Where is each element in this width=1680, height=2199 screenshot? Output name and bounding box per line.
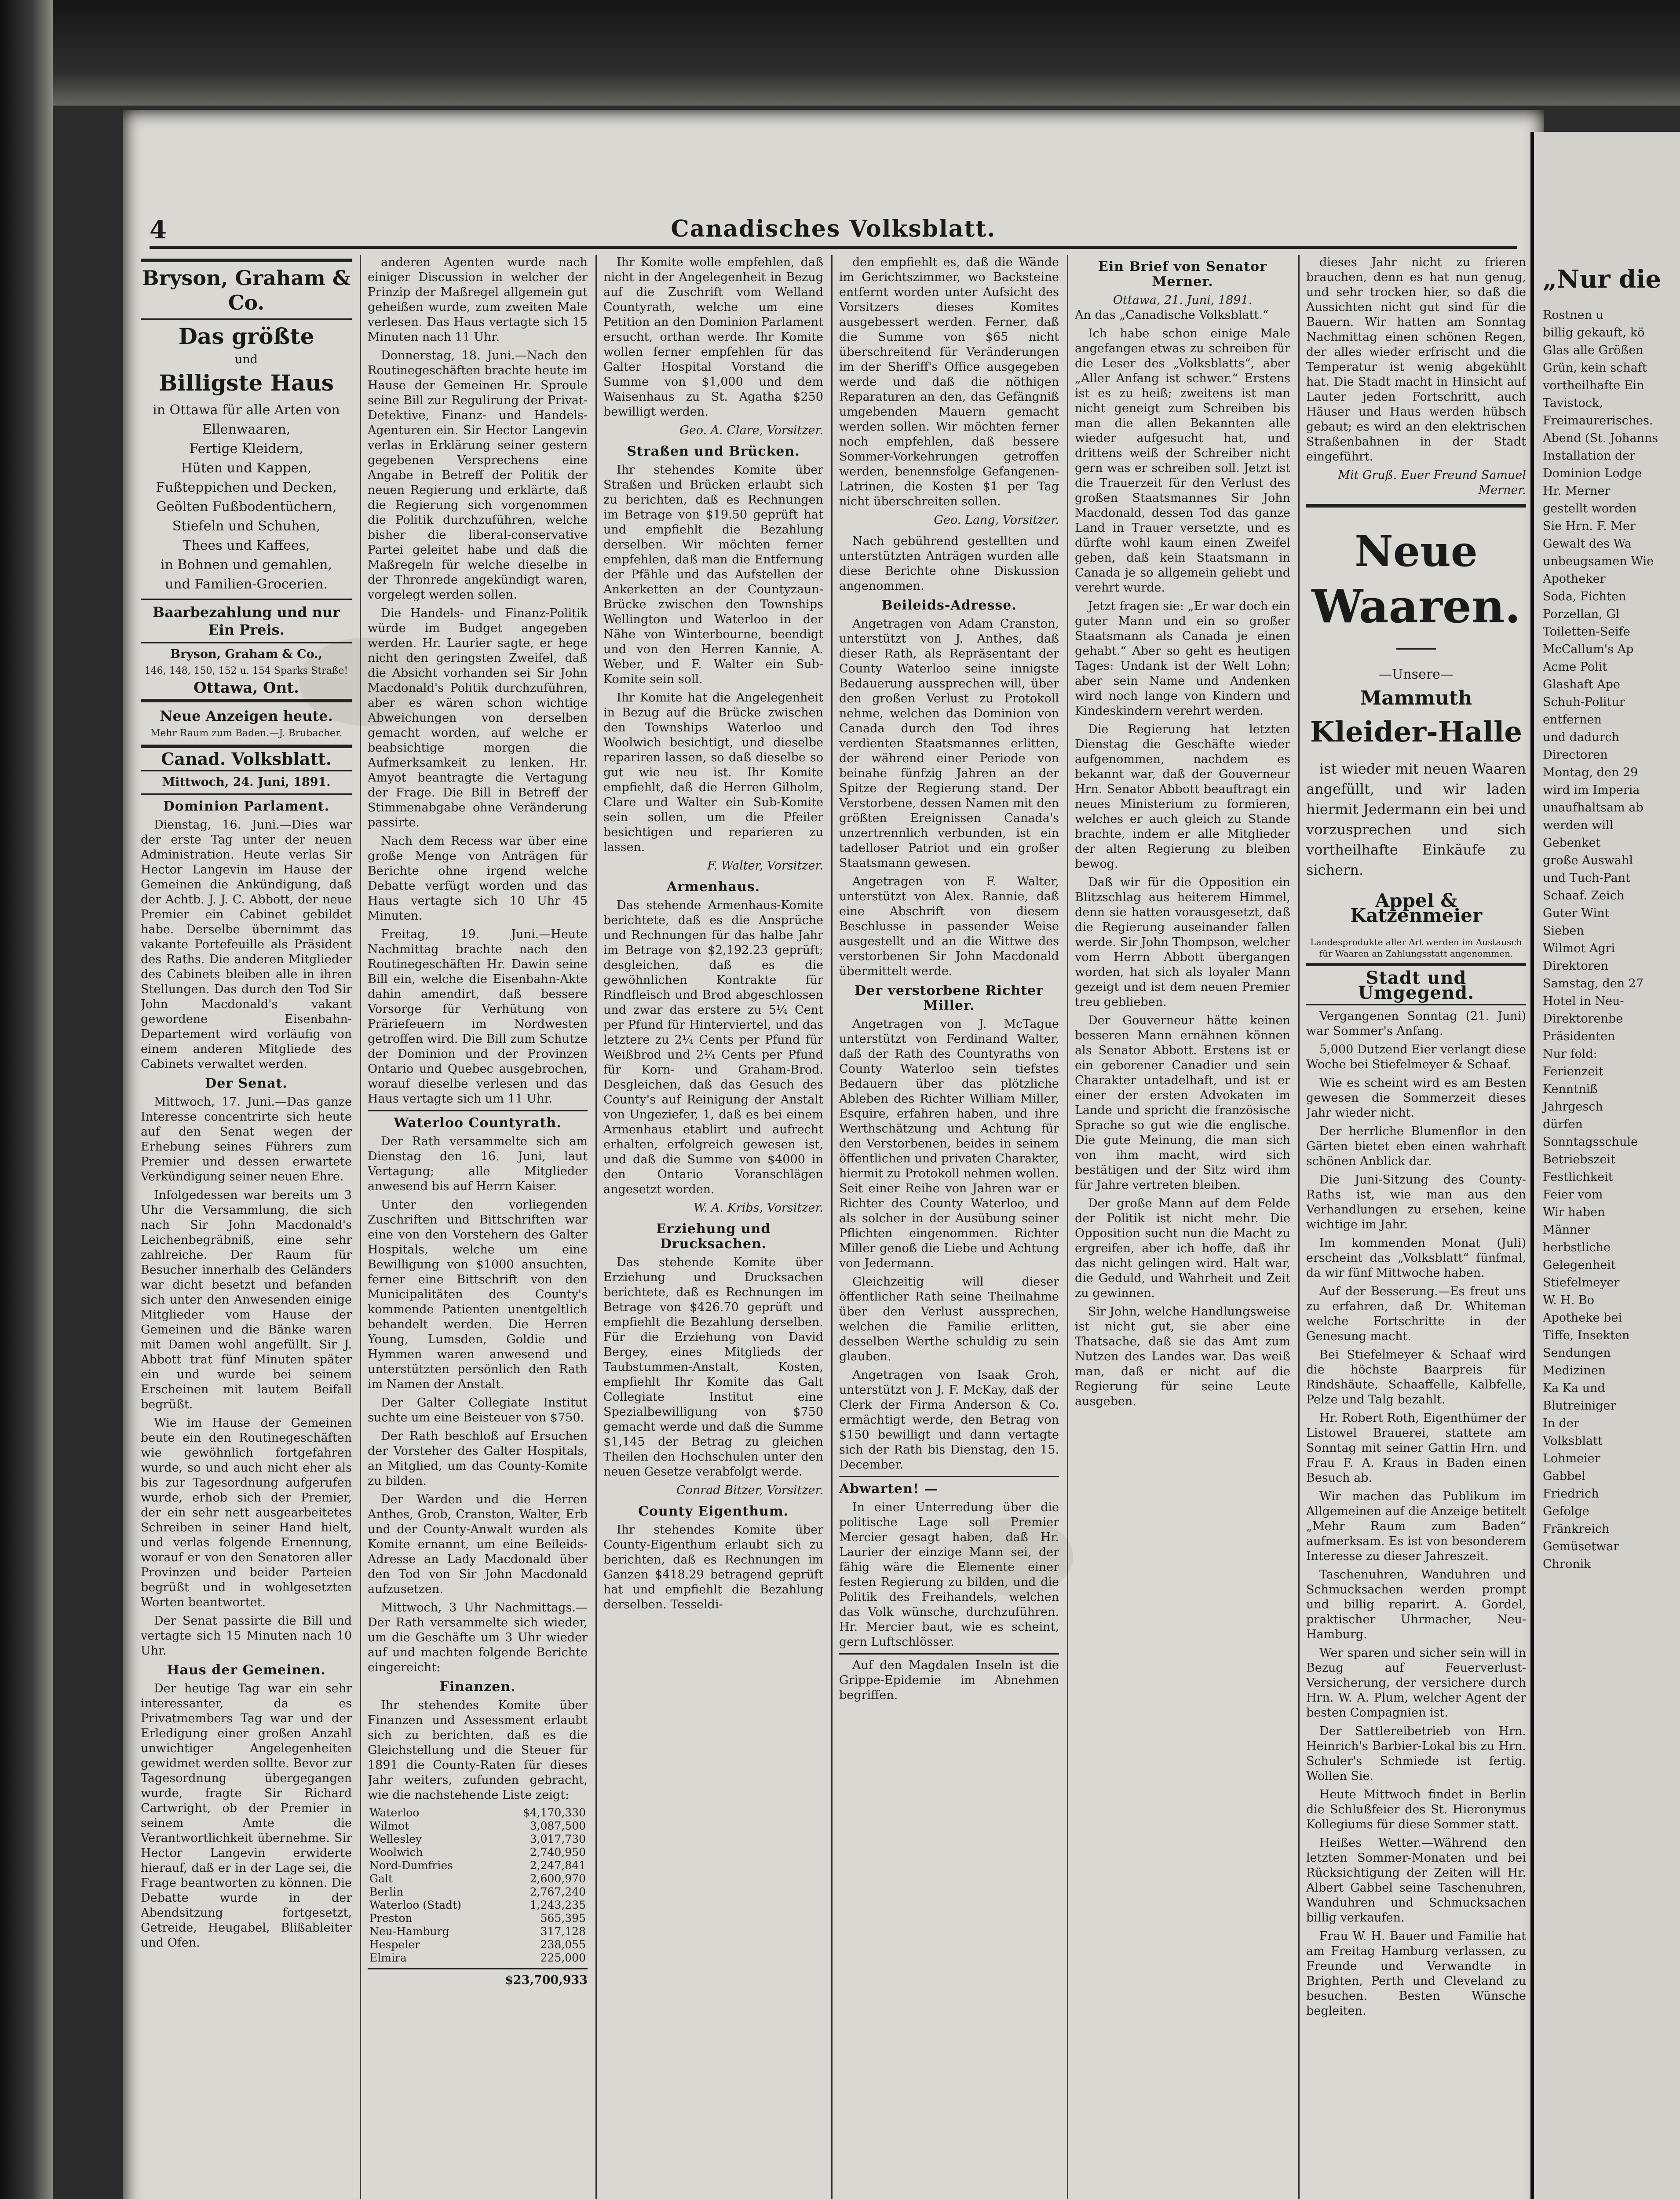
fragment-line: „Nur die [1543, 265, 1662, 294]
fragment-line: Sendungen [1543, 1346, 1611, 1360]
divider [839, 1653, 1059, 1655]
fragment-line: Hr. Merner [1543, 484, 1611, 498]
fragment-line: Directoren [1543, 748, 1608, 762]
newspaper-page [123, 110, 1544, 2199]
fragment-line: Gefolge [1543, 1505, 1589, 1518]
ad-product-line: in Ottawa für alle Arten von [153, 402, 340, 418]
ad-waaren: Waaren. [1311, 579, 1521, 633]
divider [141, 599, 352, 600]
assessment-value: 2,600,970 [530, 1872, 586, 1885]
article-paragraph: Infolgedessen war bereits um 3 Uhr die Versammlung, die sich nach Sir John Macdonald's Leichenbegräbniß, eine sehr zahlreiche. Der Raum für Besucher innerhalb des Geländers war dicht besetzt und befanden sich unter den Anwesenden einige Mitglieder vom Hause der Gemeinen und die Bänke waren mit Damen wohl angefüllt. Sir J. Abbott trat fünf Minuten später ein und wurde bei seinem Erscheinen mit lautem Beifall begrüßt. [141, 1188, 352, 1411]
new-ads-line: Mehr Raum zum Baden.—J. Brubacher. [150, 728, 343, 739]
ad-address: 146, 148, 150, 152 u. 154 Sparks Straße! [144, 665, 348, 676]
table-row [368, 1833, 588, 1846]
assessment-total: $23,700,933 [505, 1973, 588, 1987]
fragment-line: In der [1543, 1417, 1579, 1430]
assessment-value: 565,395 [540, 1912, 586, 1925]
assessment-value: 2,247,841 [530, 1859, 586, 1872]
article-paragraph: Mittwoch, 17. Juni.—Das ganze Interesse concentrirte sich heute auf den Senat wegen der Erhebung seines Führers zum Premier und dessen erwartete Verkündigung seiner neuen Ehre. [141, 1095, 352, 1184]
fragment-line: Sieben [1543, 924, 1584, 938]
fragment-line: Apotheke bei [1543, 1311, 1622, 1325]
ad-payment-note: Baarbezahlung und nur Ein Preis. [153, 604, 340, 638]
municipality-name: Waterloo [369, 1806, 420, 1819]
ad-company-name: Bryson, Graham & Co. [142, 266, 351, 314]
subsection-heading: Haus der Gemeinen. [167, 1662, 326, 1678]
fragment-line: Fränkreich [1543, 1522, 1610, 1536]
assessment-table [368, 1806, 588, 1965]
fragment-line: unbeugsamen Wie [1543, 555, 1654, 568]
fragment-line: Gemüsetwar [1543, 1540, 1619, 1553]
divider [1306, 963, 1526, 966]
article-paragraph: Sir John, welche Handlungsweise ist nicht gut, sie aber eine Thatsache, daß sie das Amt zum Nutzen des Landes war. Das weiß man, daß er nicht auf die Regierung für seine Leute ausgeben. [1075, 1305, 1290, 1408]
article-paragraph: Unter den vorliegenden Zuschriften und Bittschriften war eine von den Vorstehern des Galter Hospitals, welche um eine Bewilligung von $1000 ansuchten, ferner eine Bittschrift von den Municipalitäten des County's kommende Patienten unentgeltlich behandelt werden. Die Herren Young, Lumsden, Goldie und Hymmen waren anwesend und unterstützten persönlich den Rath im Namen der Anstalt. [368, 1198, 588, 1391]
column-rule [831, 255, 833, 2199]
fragment-line: Sie Hrn. F. Mer [1543, 519, 1636, 533]
adjacent-page-text [1543, 264, 1675, 1574]
fragment-line: Tiffe, Insekten [1543, 1329, 1630, 1342]
article-paragraph: Der große Mann auf dem Felde der Politik ist nicht mehr. Die Opposition sucht nun die Macht zu ergreifen, aber ich hoffe, daß ihr das nicht gelingen wird. Halt war, die Geduld, und Wahrheit und Zeit zu gewinnen. [1075, 1197, 1290, 1300]
article-paragraph: Ihr stehendes Komite über Finanzen und Assessment erlaubt sich zu berichten, daß es die Gleichstellung und die Steuer für 1891 die County-Raten für dieses Jahr weiters, zufunden gebracht, wie die nachstehende Liste zeigt: [368, 1699, 588, 1802]
article-paragraph: Ihr stehendes Komite über Straßen und Brücken erlaubt sich zu berichten, daß es Rechnungen im Betrage von $19.50 geprüft hat und empfiehlt die Bezahlung derselben. Wir möchten ferner empfehlen, daß man die Entfernung der Pfähle und das Aufstellen der Ankerketten an der Countyzaun-Brücke zwischen den Townships Wellington und Waterloo in der Nähe von Winterbourne, beendigt und von den Herren Kannie, A. Weber, und F. Walter ein Sub-Komite sein soll. [603, 463, 823, 686]
signature: Geo. Lang, Vorsitzer. [934, 513, 1059, 527]
subsection-heading: Straßen und Brücken. [627, 444, 800, 459]
local-news-item: Bei Stiefelmeyer & Schaaf wird die höchste Baarpreis für Rindshäute, Schaaffelle, Kalbfelle, Pelze und Talg bezahlt. [1306, 1348, 1526, 1406]
fragment-line: Chronik [1543, 1557, 1591, 1571]
local-news-item: Der herrliche Blumenflor in den Gärten bietet eben einen wahrhaft schönen Anblick dar. [1306, 1125, 1526, 1168]
local-news-item: Heißes Wetter.—Während den letzten Sommer-Monaten und bei Rücksichtigung der Zeiten will Hr. Albert Gabbel seine Taschenuhren, Wanduhren und Schmucksachen billig verkaufen. [1306, 1836, 1526, 1925]
fragment-line: Toiletten-Seife [1543, 625, 1630, 639]
fragment-line: gestellt worden [1543, 502, 1637, 515]
divider [141, 318, 352, 320]
subsection-heading: Finanzen. [439, 1679, 516, 1695]
fragment-line: Guter Wint [1543, 906, 1610, 920]
ad-text: ist wieder mit neuen Waaren angefüllt, und wir laden hiermit Jedermann ein bei und vorzusprechen und sich vortheilhafte Einkäufe zu sichern. [1306, 760, 1526, 878]
article-paragraph: Dienstag, 16. Juni.—Dies war der erste Tag unter der neuen Administration. Heute verlas Sir Hector Langevin im Hause der Gemeinen die Ankündigung, daß der Achtb. J. J. C. Abbott, der neue Premier ein Cabinet gebildet habe. Derselbe übernimmt das vakante Portefeuille als Präsident des Raths. Die anderen Mitglieder des Cabinets bleiben alle in ihren Stellungen. Das durch den Tod Sir John Macdonald's vakant gewordene Eisenbahn-Departement wird vorläufig von einem anderen Mitgliede des Cabinets verwaltet werden. [141, 818, 352, 1071]
local-news-item: 5,000 Dutzend Eier verlangt diese Woche bei Stiefelmeyer & Schaaf. [1306, 1043, 1526, 1071]
article-paragraph: Das stehende Armenhaus-Komite berichtete, daß es die Ansprüche und Rechnungen für das halbe Jahr im Betrage von $2,192.23 geprüft; desgleichen, daß es die gewöhnlichen Kontrakte für Rindfleisch und Brod abgeschlossen und zwar das erstere zu 5¼ Cent per Pfund für Hinterviertel, und das letztere zu 2¼ Cents per Pfund für Weißbrod und 2¼ Cents per Pfund für Korn- und Graham-Brod. Desgleichen, daß das Gesuch des County's auf Reinigung der Anstalt von Ungeziefer, 1, daß es bei einem Armenhaus etablirt und aufrecht erhalten, erfolgreich gewesen ist, und daß die Summe von $4000 in den Ontario Voranschlägen angesetzt worden. [603, 899, 823, 1196]
fragment-line: Hotel in Neu- [1543, 994, 1624, 1008]
subsection-heading: Der Senat. [205, 1076, 288, 1091]
assessment-value: 238,055 [540, 1938, 586, 1951]
municipality-name: Elmira [369, 1951, 407, 1964]
column-6 [1306, 255, 1526, 2199]
article-paragraph: Angetragen von Isaak Groh, unterstützt von J. F. McKay, daß der Clerk der Firma Anderson & Co. ermächtigt werde, den Betrag von $150 bewilligt und dann vertagte sich der Rath bis Dienstag, den 15. December. [839, 1368, 1059, 1472]
municipality-name: Preston [369, 1912, 413, 1925]
municipality-name: Hespeler [369, 1938, 420, 1951]
local-news-item: Im kommenden Monat (Juli) erscheint das „Volksblatt“ fünfmal, da wir fünf Mittwoche haben. [1306, 1236, 1526, 1280]
page-header [150, 216, 1517, 249]
fragment-line: Glas alle Größen [1543, 343, 1643, 357]
table-row [368, 1899, 588, 1912]
local-news-item: Frau W. H. Bauer und Familie hat am Freitag Hamburg verlassen, zu Freunde und Verwandte in Brighten, Perth und Cleveland zu besuchen. Besten Wünsche begleiten. [1306, 1929, 1526, 2018]
table-row [368, 1806, 588, 1819]
fragment-line: dürfen [1543, 1118, 1583, 1131]
article-paragraph: Gleichzeitig will dieser öffentlicher Rath seine Theilnahme über den Verlust aussprechen, welchen die Familie erlitten, desselben Werthe schuldig zu sein glauben. [839, 1275, 1059, 1363]
fragment-line: und dadurch [1543, 731, 1620, 744]
article-paragraph: Daß wir für die Opposition ein Blitzschlag aus heiterem Himmel, denn sie hatten vorausgesetzt, daß die Regierung auseinander fallen werde. Sir John Thompson, welcher vom Herrn Abbott übergangen worden, hat sich als loyaler Mann gezeigt und ist dem neuen Premier treu geblieben. [1075, 876, 1290, 1009]
assessment-value: 2,740,950 [530, 1846, 586, 1859]
fragment-line: Direktoren [1543, 959, 1608, 973]
newspaper-title: Canad. Volksblatt. [161, 749, 332, 769]
article-paragraph: anderen Agenten wurde nach einiger Discussion in welcher der Prinzip der Maßregel allgemein gut geheißen wurde, zum zweiten Male verlesen. Das Haus vertagte sich 15 Minuten nach 11 Uhr. [368, 256, 588, 344]
article-paragraph: Angetragen von Adam Cranston, unterstützt von J. Anthes, daß dieser Rath, als Repräsentant der County Waterloo seine innigste Bedauerung aussprechen will, über den großen Verlust zu Protokoll nehme, welchen das Dominion von Canada durch den Tod ihres verdienten Staatsmannes erlitten, der während einer Periode von beinahe fünfzig Jahren an der Spitze der Regierung stand. Der Verstorbene, dessen Namen mit den größten Ereignissen Canada's unzertrennlich verbunden, ist ein tadelloser Patriot und ein großer Staatsmann gewesen. [839, 617, 1059, 870]
fragment-line: Soda, Fichten [1543, 590, 1626, 603]
ad-product-line: und Familien-Grocerien. [165, 577, 328, 592]
article-paragraph: Das stehende Komite über Erziehung und Drucksachen berichtete, daß es Rechnungen im Betrage von $426.70 geprüft und empfiehlt die Bezahlung derselben. Für die Erziehung von David Bergey, eines Mitglieds der Taubstummen-Anstalt, Kosten, empfiehlt Ihr Komite das Galt Collegiate Institut eine Spezialbewilligung von $750 gemacht werde und daß die Summe $1,145 der Betrag zu gleichen Theilen den Hochschulen unter den neuen Gesetze verabfolgt werde. [603, 1256, 823, 1479]
fragment-line: Ka Ka und [1543, 1381, 1605, 1395]
divider [1306, 504, 1526, 508]
issue-date: Mittwoch, 24. Juni, 1891. [162, 775, 331, 789]
assessment-value: 225,000 [540, 1951, 586, 1964]
fragment-line: Stiefelmeyer [1543, 1276, 1620, 1289]
local-news-item: Der Sattlereibetrieb von Hrn. Heinrich's Barbier-Lokal bis zu Hrn. Schuler's Schmiede ist fertig. Wollen Sie. [1306, 1724, 1526, 1783]
local-news-item: Auf der Besserung.—Es freut uns zu erfahren, daß Dr. Whiteman welche Fortschritte in der Genesung macht. [1306, 1285, 1526, 1343]
signature: Geo. A. Clare, Vorsitzer. [679, 424, 823, 437]
fragment-line: Rostnen u [1543, 308, 1604, 322]
article-paragraph: Ich habe schon einige Male angefangen etwas zu schreiben für die Leser des „Volksblatts“, aber „Aller Anfang ist schwer.“ Erstens ist es zu heiß; zweitens ist man nicht geneigt zum Schreiben bis man die allen Bekannten alle wieder aufgesucht hat, und drittens weiß der Schreiber nicht gern was er schreiben soll. Jetzt ist die Trauerzeit für den Verlust des großen Staatsmannes Sir John Macdonald, dessen Tod das ganze Land in Trauer versetzte, und es dürfte wohl kaum einen Zweifel geben, daß kein Staatsmann in Canada je so allgemein geliebt und verehrt wurde. [1075, 327, 1290, 595]
signature: Conrad Bitzer, Vorsitzer. [676, 1483, 823, 1497]
table-row [368, 1859, 588, 1872]
fragment-line: Abend (St. Johanns [1543, 431, 1658, 445]
article-paragraph: den empfiehlt es, daß die Wände im Gerichtszimmer, wo Backsteine entfernt worden unter Aufsicht des Vorsitzers dieses Komites ausgebessert werden. Ferner, daß die Summe von $65 nicht überschreitend für Veränderungen im der Sheriff's Office ausgegeben werde und daß die nöthigen Reparaturen an den, das Gefängniß umgebenden Mauern gemacht werden sollen. Wir möchten ferner noch empfehlen, daß bessere Sommer-Vorkehrungen getroffen werden, benennsfolge Gefangenen-Latrinen, die Kosten $1 per Tag nicht überschreiten sollen. [839, 256, 1059, 508]
ad-city: Ottawa, Ont. [194, 679, 299, 697]
ad-border-bottom [141, 699, 352, 702]
local-news-item: Wir machen das Publikum im Allgemeinen auf die Anzeige betitelt „Mehr Raum zum Baden“ aufmerksam. Es ist von besonderem Interesse zu dieser Jahreszeit. [1306, 1490, 1526, 1563]
ad-firm: Bryson, Graham & Co., [170, 647, 322, 661]
local-news-list [1306, 1009, 1526, 2019]
fragment-line: Freimaurerisches. [1543, 414, 1653, 427]
ad-border-top [141, 259, 352, 262]
scan-border-top [0, 0, 1680, 106]
ad-neue: Neue [1355, 526, 1478, 576]
local-news-item: Taschenuhren, Wanduhren und Schmucksachen werden prompt und billig reparirt. A. Gordel, praktischer Uhrmacher, Neu-Hamburg. [1306, 1568, 1526, 1641]
fragment-line: Schaaf. Zeich [1543, 889, 1625, 902]
fragment-line: Präsidenten [1543, 1030, 1615, 1043]
letter-greeting: An das „Canadische Volksblatt.“ [1075, 308, 1269, 322]
signature: F. Walter, Vorsitzer. [707, 859, 823, 873]
fragment-line: Nur fold: [1543, 1047, 1597, 1061]
ad-product-line: Stiefeln und Schuhen, [172, 519, 321, 534]
fragment-line: Festlichkeit [1543, 1170, 1613, 1184]
article-paragraph: Der Galter Collegiate Institut suchte um eine Beisteuer von $750. [368, 1396, 588, 1425]
assessment-value: $4,170,330 [522, 1806, 586, 1819]
signature: W. A. Kribs, Vorsitzer. [693, 1201, 823, 1215]
local-news-item: Die Juni-Sitzung des County-Raths ist, wie man aus den Verhandlungen zu ersehen, keine wichtige im Jahr. [1306, 1173, 1526, 1231]
ad-firm: Appel & Katzenmeier [1350, 890, 1483, 926]
fragment-line: und Tuch-Pant [1543, 871, 1630, 885]
ad-product-list [141, 401, 352, 594]
table-row [368, 1938, 588, 1951]
table-row [368, 1819, 588, 1833]
article-paragraph: dieses Jahr nicht zu frieren brauchen, denn es hat nun genug, und sehr trocken hier, so daß die Aussichten nicht gut sind für die Bauern. Wir hatten am Sonntag Nachmittag einen schönen Regen, der alles wieder erfrischt und die Temperatur ist wenig abgekühlt hat. Die Stadt macht in Hinsicht auf Lauter jeden Fortschritt, auch Häuser und Haus werden hübsch gebaut; es wird an den elektrischen Straßenbahnen in der Stadt eingeführt. [1306, 256, 1526, 464]
section-heading: Stadt und Umgegend. [1358, 968, 1475, 1003]
page-number: 4 [150, 216, 167, 245]
column-2 [368, 255, 588, 2199]
fragment-line: Tavistock, [1543, 396, 1603, 410]
fragment-line: W. H. Bo [1543, 1293, 1595, 1307]
article-paragraph: Angetragen von F. Walter, unterstützt von Alex. Rannie, daß eine Abschrift von diesem Beschlusse in passender Weise ausgestellt und an die Wittwe des verstorbenen Sir John Macdonald übermittelt werde. [839, 875, 1059, 978]
article-paragraph: Nach gebührend gestellten und unterstützten Anträgen wurden alle diese Berichte ohne Diskussion angenommen. [839, 534, 1059, 593]
ad-product-line: Geölten Fußbodentüchern, [156, 499, 337, 515]
adjacent-page-fragment [1530, 132, 1680, 2199]
fragment-line: Acme Polit [1543, 660, 1607, 674]
ad-product-line: in Bohnen und gemahlen, [160, 557, 332, 573]
fragment-line: Wir haben [1543, 1205, 1605, 1219]
divider [839, 1476, 1059, 1477]
column-3 [603, 255, 823, 2199]
article-paragraph: Der Gouverneur hätte keinen besseren Mann ernähnen können als Senator Abbott. Erstens ist er ein geborener Canadier und sein Charakter untadelhaft, und ist er einer der ersten Advokaten im Lande und spricht die französische Sprache so gut wie die englische. Die gute Meinung, die man sich von ihm macht, wird sich bestätigen und der Sitz wird ihm für Jahre vertreten bleiben. [1075, 1014, 1290, 1192]
divider [141, 793, 352, 795]
municipality-name: Wilmot [369, 1819, 409, 1832]
scan-border-left [0, 0, 53, 2199]
divider [368, 1110, 588, 1111]
subsection-heading: Armenhaus. [666, 879, 760, 895]
fragment-line: Männer [1543, 1223, 1590, 1237]
ad-kleider-halle: Kleider-Halle [1310, 716, 1522, 749]
article-paragraph: Angetragen von J. McTague unterstützt von Ferdinand Walter, daß der Rath des Countyraths von County Waterloo sein tiefstes Bedauern über das plötzliche Ableben des Richter William Miller, Esquire, erfahren haben, und ihre Werthschätzung und Achtung für den Verstorbenen, beides in seinem öffentlichen und privaten Charakter, hiermit zu Protokoll nehmen wollen. Seit einer Reihe von Jahren war er Richter des County Waterloo, und als solcher in der Ausübung seiner Pflichten eingenommen. Richter Miller genoß die Liebe und Achtung von Jedermann. [839, 1017, 1059, 1270]
paper-title: Canadisches Volksblatt. [671, 216, 996, 242]
local-news-item: Heute Mittwoch findet in Berlin die Schlußfeier des St. Hieronymus Kollegiums für diese Sommer statt. [1306, 1788, 1526, 1831]
fragment-line: Jahrgesch [1543, 1100, 1603, 1114]
fragment-line: Ferienzeit [1543, 1065, 1603, 1078]
column-5 [1075, 255, 1290, 2199]
fragment-line: Volksblatt [1543, 1434, 1603, 1448]
municipality-name: Neu-Hamburg [369, 1925, 449, 1938]
divider [368, 1968, 588, 1969]
ad-product-line: Ellenwaaren, [202, 422, 291, 437]
fragment-line: Glashaft Ape [1543, 678, 1620, 691]
article-paragraph: In einer Unterredung über die politische Lage soll Premier Mercier gesagt haben, daß Hr. Laurier der einzige Mann sei, der fähig wäre die Elemente einer festen Regierung zu bilden, und die Politik des Freihandels, welchen das Volk wünsche, durchzuführen. Hr. Mercier baut, wie es scheint, gern Luftschlösser. [839, 1501, 1059, 1649]
assessment-value: 3,017,730 [530, 1833, 586, 1845]
assessment-value: 1,243,235 [530, 1899, 586, 1911]
ad-product-line: Thees und Kaffees, [183, 538, 310, 553]
column-rule [360, 255, 361, 2199]
article-paragraph: Der Rath versammelte sich am Dienstag den 16. Juni, laut Vertagung; alle Mitglieder anwesend bis auf Herrn Kaiser. [368, 1135, 588, 1193]
column-4 [839, 255, 1059, 2199]
fragment-line: unaufhaltsam ab [1543, 801, 1643, 815]
columns-area [141, 255, 1530, 2199]
table-row [368, 1885, 588, 1899]
ad-mammuth: Mammuth [1360, 687, 1472, 709]
fragment-line: Schuh-Politur [1543, 695, 1625, 709]
fragment-line: Friedrich [1543, 1487, 1599, 1501]
subsection-heading: Beileids-Adresse. [881, 598, 1017, 613]
ad-headline-1: Das größte [178, 323, 314, 349]
ornament-rule [1396, 648, 1436, 650]
table-row [368, 1951, 588, 1965]
article-paragraph: Freitag, 19. Juni.—Heute Nachmittag brachte nach den Routinegeschäften Hr. Dawin seine Bill ein, welche die Eisenbahn-Akte dahin amendirt, daß bessere Vorsorge für Verhütung von Präriefeuern im Nordwesten getroffen wird. Die Bill zum Schutze der Dominion und der Provinzen Ontario und Quebec ausgebrochen, worauf dieselbe verlesen und das Haus vertagte sich um 11 Uhr. [368, 928, 588, 1106]
fragment-line: Montag, den 29 [1543, 766, 1638, 779]
table-row [368, 1846, 588, 1859]
divider [141, 642, 352, 643]
fragment-line: Grün, kein schaft [1543, 361, 1647, 375]
column-rule [595, 255, 597, 2199]
fragment-line: Feier vom [1543, 1188, 1603, 1202]
article-paragraph: Donnerstag, 18. Juni.—Nach den Routinegeschäften brachte heute im Hause der Gemeinen Hr. Sproule seine Bill zur Regulirung der Privat-Detektive, Finanz- und Handels-Agenturen ein. Sir Hector Langevin verlas in Erklärung seiner gestern gegebenen Versprechens eine Angabe in Betreff der Politik der neuen Regierung und erklärte, daß die Regierung sich vorgenommen die Politik durchzuführen, welche bisher die liberal-conservative Partei geleitet habe und daß die Maßregeln für welche dieselbe in der Thronrede angekündigt waren, vorgelegt werden sollen. [368, 349, 588, 602]
article-paragraph: Die Handels- und Finanz-Politik würde im Budget angegeben werden. Hr. Laurier sagte, er hege nicht den geringsten Zweifel, daß die Absicht vorhanden sei Sir John Macdonald's Politik durchzuführen, aber es wären schon wichtige Abweichungen von derselben gemacht worden, auf welche er beabsichtige morgen die Aufmerksamkeit zu lenken. Hr. Amyot beantragte die Vertagung der Frage. Die Bill in Betreff der Stimmenabgabe ohne Veränderung passirte. [368, 606, 588, 829]
fragment-line: Medizinen [1543, 1364, 1606, 1377]
fragment-line: Installation der [1543, 449, 1636, 463]
article-paragraph: Ihr Komite hat die Angelegenheit in Bezug auf die Brücke zwischen den Townships Waterloo und Woolwich besichtigt, und dieselbe repariren lassen, so daß dieselbe so gut wie neu ist. Ihr Komite empfiehlt, daß die Herren Gilholm, Clare und Walter ein Sub-Komite sein sollen, um die Pfeiler besichtigen und reparieren zu lassen. [603, 691, 823, 854]
article-paragraph: Jetzt fragen sie: „Er war doch ein guter Mann und ein so großer Staatsmann als Canada je einen gehabt.“ Aber so geht es heutigen Tages: Undank ist der Welt Lohn; aber sein Name und Andenken wird noch lange von Kindern und Kindeskindern verehrt werden. [1075, 599, 1290, 718]
fragment-line: Sonntagsschule [1543, 1135, 1638, 1149]
article-paragraph: Ihr Komite wolle empfehlen, daß nicht in der Angelegenheit in Bezug auf die Zuschrift vom Welland Countyrath, welche um eine Petition an den Dominion Parlament ersucht, orthan werde. Ihr Komite wollen ferner empfehlen für das Galter Hospital Vorstand die Summe von $1,000 und dem Waisenhaus zu St. Agatha $250 bewilligt werden. [603, 256, 823, 419]
fragment-line: Gelegenheit [1543, 1258, 1616, 1272]
municipality-name: Berlin [369, 1885, 404, 1898]
ad-product-line: Fußteppichen und Decken, [156, 480, 337, 495]
assessment-value: 317,128 [540, 1925, 586, 1938]
table-row [368, 1872, 588, 1885]
local-news-item: Hr. Robert Roth, Eigenthümer der Listowel Brauerei, stattete am Sonntag mit seiner Gattin Hrn. und Frau F. A. Kraus in Baden einen Besuch ab. [1306, 1411, 1526, 1485]
section-heading: Ein Brief von Senator Merner. [1098, 259, 1267, 289]
fragment-line: Porzellan, Gl [1543, 607, 1620, 621]
fragment-line: Wilmot Agri [1543, 942, 1615, 955]
ad-product-line: Hüten und Kappen, [181, 460, 312, 476]
ad-small-print: Landesprodukte aller Art werden im Austausch für Waaren an Zahlungsstatt angenommen. [1310, 937, 1522, 959]
article-paragraph: Wie im Hause der Gemeinen beute ein den Routinegeschäften wie gewöhnlich fortgefahren wurde, so und auch nicht eher als bis zur Tagesordnung aufgerufen wurde, erhob sich der Premier, der ein sehr nett ausgearbeitetes Schreiben in seiner Hand hielt, und verlas folgende Ernennung, worauf er von den Senatoren aller Provinzen und beider Parteien begrüßt und in wohlgesetzten Worten beantwortet. [141, 1416, 352, 1609]
divider [1306, 1004, 1526, 1005]
subsection-heading: Der verstorbene Richter Miller. [855, 983, 1044, 1013]
fragment-line: Dominion Lodge [1543, 467, 1642, 480]
fragment-line: Lohmeier [1543, 1452, 1600, 1465]
municipality-name: Nord-Dumfries [369, 1859, 453, 1872]
divider [141, 770, 352, 771]
fragment-line: Blutreiniger [1543, 1399, 1616, 1413]
signature: Mit Gruß. Euer Freund Samuel Merner. [1338, 468, 1526, 497]
dateline: Ottawa, 21. Juni, 1891. [1113, 293, 1253, 307]
fragment-line: billig gekauft, kö [1543, 326, 1645, 340]
article-paragraph: Der heutige Tag war ein sehr interessanter, da es Privatmembers Tag war und der Erledigung einer großen Anzahl unwichtiger Angelegenheiten gewidmet werden sollte. Bevor zur Tagesordnung übergegangen wurde, fragte Sir Richard Cartwright, ob der Premier in seinem Amte die Verantwortlichkeit übernehme. Sir Hector Langevin erwiderte hierauf, daß er in der Lage sei, die Frage beantworten zu können. Die Debatte wurde in der Abendsitzung fortgesetzt, Getreide, Heugabel, Blißableiter und Ofen. [141, 1682, 352, 1950]
article-paragraph: Der Warden und die Herren Anthes, Grob, Cranston, Walter, Erb und der County-Anwalt wurden als Komite ernannt, um eine Beileids-Adresse an Lady Macdonald über den Tod von Sir John Macdonald aufzusetzen. [368, 1493, 588, 1596]
assessment-value: 2,767,240 [530, 1885, 586, 1898]
fragment-line: McCallum's Ap [1543, 643, 1634, 656]
municipality-name: Galt [369, 1872, 393, 1885]
ad-headline-2: Billigste Haus [159, 370, 334, 396]
section-heading: Waterloo Countyrath. [394, 1115, 562, 1131]
ad-und: und [234, 353, 258, 366]
fragment-line: Gewalt des Wa [1543, 537, 1632, 551]
table-row [368, 1925, 588, 1938]
fragment-line: werden will [1543, 818, 1614, 832]
column-rule [1067, 255, 1068, 2199]
fragment-line: Samstag, den 27 [1543, 977, 1644, 990]
fragment-line: Betriebszeit [1543, 1153, 1616, 1166]
ad-unsere: —Unsere— [1379, 667, 1454, 682]
section-heading: Dominion Parlament. [163, 799, 330, 814]
fragment-line: wird im Imperia [1543, 783, 1640, 797]
subsection-heading: County Eigenthum. [638, 1504, 789, 1519]
local-news-item: Wie es scheint wird es am Besten gewesen die Sommerzeit dieses Jahr wieder nicht. [1306, 1076, 1526, 1120]
article-paragraph: Die Regierung hat letzten Dienstag die Geschäfte wieder aufgenommen, nachdem es bekannt war, daß der Gouverneur Hrn. Senator Abbott beauftragt ein neues Ministerium zu formieren, welches er auch gleich zu Stande brachte, indem er alle Mitglieder der alten Regierung zu bleiben bewog. [1075, 723, 1290, 871]
fragment-line: Kenntniß [1543, 1082, 1598, 1096]
article-paragraph: Auf den Magdalen Inseln ist die Grippe-Epidemie im Abnehmen begriffen. [839, 1658, 1059, 1702]
article-paragraph: Nach dem Recess war über eine große Menge von Anträgen für Berichte ohne irgend welche Debatte verfügt worden und das Haus vertagte sich 10 Uhr 45 Minuten. [368, 834, 588, 923]
fragment-line: entfernen [1543, 713, 1602, 727]
article-paragraph: Der Senat passirte die Bill und vertagte sich 15 Minuten nach 10 Uhr. [141, 1614, 352, 1658]
municipality-name: Wellesley [369, 1833, 422, 1845]
fragment-line: vortheilhafte Ein [1543, 379, 1644, 392]
fragment-line: große Auswahl [1543, 854, 1633, 867]
fragment-line: Gebenket [1543, 836, 1601, 850]
article-paragraph: Mittwoch, 3 Uhr Nachmittags.—Der Rath versammelte sich wieder, um die Geschäfte um 3 Uhr wieder auf und machten folgende Berichte eingereicht: [368, 1601, 588, 1674]
subsection-heading: Abwarten! — [839, 1481, 938, 1497]
column-1 [141, 255, 352, 2199]
column-rule [1298, 255, 1300, 2199]
fragment-line: Gabbel [1543, 1469, 1585, 1483]
article-paragraph: Der Rath beschloß auf Ersuchen der Vorsteher des Galter Hospitals, an Mitglied, um das County-Komite zu bilden. [368, 1429, 588, 1488]
municipality-name: Woolwich [369, 1846, 423, 1859]
fragment-line: herbstliche [1543, 1241, 1611, 1254]
local-news-item: Vergangenen Sonntag (21. Juni) war Sommer's Anfang. [1306, 1009, 1526, 1038]
fragment-line: Apotheker [1543, 572, 1606, 586]
article-paragraph: Ihr stehendes Komite über County-Eigenthum erlaubt sich zu berichten, daß es Rechnungen im Ganzen $418.29 betragend geprüft hat und empfiehlt die Bezahlung derselben. Tesseldi- [603, 1523, 823, 1611]
assessment-value: 3,087,500 [530, 1819, 586, 1832]
fragment-line: Direktorenbe [1543, 1012, 1623, 1026]
local-news-item: Wer sparen und sicher sein will in Bezug auf Feuerverlust-Versicherung, der versichere durch Hrn. W. A. Plum, welcher Agent der besten Compagnien ist. [1306, 1646, 1526, 1720]
ad-product-line: Fertige Kleidern, [189, 441, 303, 457]
subsection-heading: Erziehung und Drucksachen. [656, 1221, 771, 1252]
new-ads-heading: Neue Anzeigen heute. [160, 708, 333, 724]
municipality-name: Waterloo (Stadt) [369, 1899, 461, 1911]
table-row [368, 1912, 588, 1925]
divider [141, 745, 352, 748]
